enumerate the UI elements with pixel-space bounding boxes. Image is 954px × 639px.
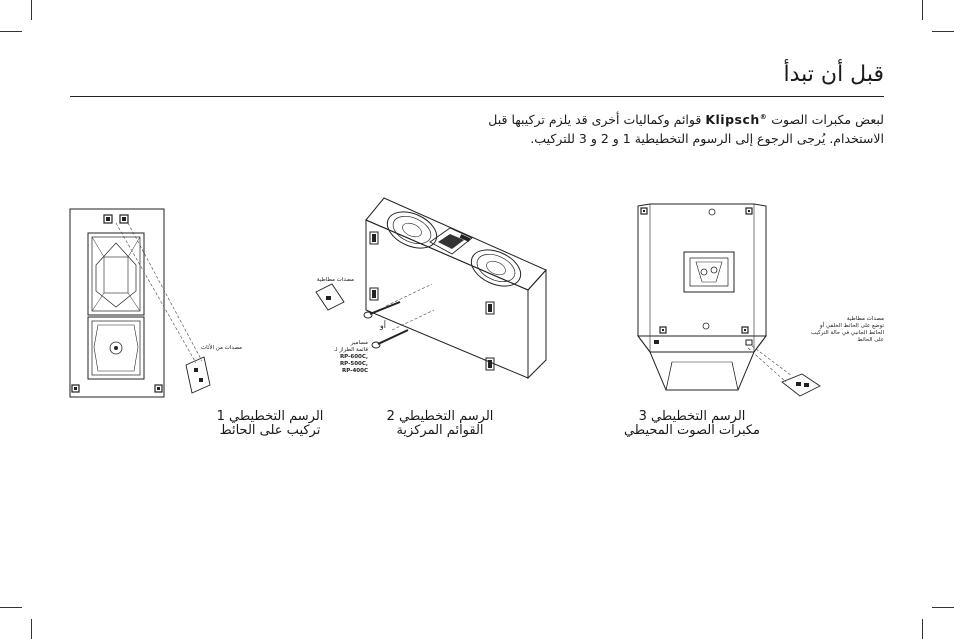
figure-2-callout-spike: مسامير [350, 340, 368, 346]
figure-2-caption-line-1: الرسم التخطيطي 2 [386, 409, 494, 424]
intro-paragraph [64, 108, 884, 148]
figure-3-surround [636, 200, 836, 400]
figure-3-callout-line-2: توضع على الحائط الخلفي أو [820, 323, 884, 329]
crop-mark [31, 619, 32, 639]
figure-3-callout-line-3: الحائط الجانبي في حالة التركيب [811, 330, 884, 336]
figure-2-caption-line-2: القوائم المركزية [396, 423, 484, 438]
figure-2-model-1: RP-600C, [339, 354, 368, 360]
figure-1-callout: مصدات من الأثاث [201, 345, 242, 351]
figure-2-callout-or: أو [379, 321, 386, 330]
figure-3-caption-line-2: مكبرات الصوت المحيطي [623, 423, 761, 438]
brand-name [705, 112, 767, 127]
figure-2-callout-models-label: قائمة الطراز لـ [334, 347, 368, 353]
intro-line-1 [64, 108, 884, 129]
figure-3-caption [612, 410, 772, 438]
intro-line-1-post: قوائم وكماليات أخرى قد يلزم تركيبها قبل [488, 112, 702, 128]
brand-text: Klipsch [705, 112, 760, 128]
intro-line-2: الاستخدام. يُرجى الرجوع إلى الرسوم التخطيطية 1 و 2 و 3 للتركيب. [530, 131, 884, 147]
crop-mark [0, 607, 22, 608]
page-title: قبل أن تبدأ [783, 62, 884, 87]
crop-mark [922, 619, 923, 639]
figure-1-illustration [68, 205, 228, 400]
figure-3-illustration [636, 200, 836, 400]
figure-1-caption-line-2: تركيب على الحائط [219, 423, 321, 438]
figure-1-caption-line-1: الرسم التخطيطي 1 [216, 409, 324, 424]
figure-3-callout-line-4: على الحائط [857, 337, 884, 343]
crop-mark [31, 0, 32, 20]
figure-1-wall-mount [68, 205, 228, 400]
brand-mark: ® [759, 113, 768, 121]
figure-2-model-2: RP-500C, [339, 361, 368, 367]
figure-3-caption-line-1: الرسم التخطيطي 3 [638, 409, 746, 424]
figure-2-caption [360, 410, 520, 438]
figure-1-caption [190, 410, 350, 438]
figure-3-callout [790, 316, 884, 344]
crop-mark [932, 607, 954, 608]
crop-mark [932, 31, 954, 32]
intro-line-1-pre: لبعض مكبرات الصوت [771, 112, 884, 128]
crop-mark [0, 31, 22, 32]
figure-2-callout-block [318, 340, 368, 375]
figure-2-model-3: RP-400C [342, 368, 368, 374]
figure-2-callout-top: مصدات مطاطية [316, 277, 354, 283]
crop-mark [922, 0, 923, 20]
title-divider [70, 96, 884, 97]
figure-3-callout-line-1: مصدات مطاطية [846, 316, 884, 322]
